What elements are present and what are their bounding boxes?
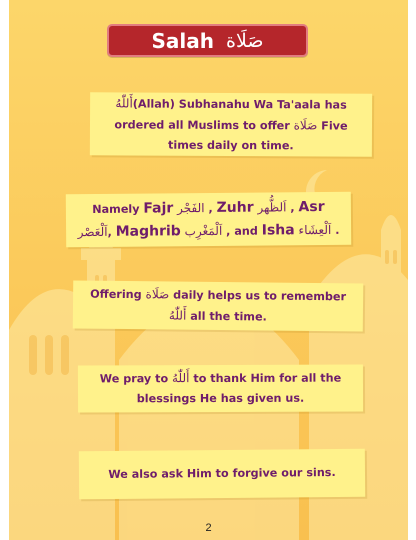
text-segment: , [204, 201, 217, 215]
arabic-term: صَلَاة [293, 117, 318, 132]
arabic-term: صَلَاة [145, 287, 170, 302]
title-english: Salah [151, 28, 215, 53]
paragraph-remember-allah [73, 283, 363, 328]
text-card-2 [66, 192, 351, 247]
prayer-name: Asr [298, 198, 325, 215]
title-arabic: صَلَاة [226, 29, 264, 52]
arabic-term: اَلظُّهر [253, 199, 287, 215]
text-segment: all the time. [186, 309, 267, 324]
text-segment: , [107, 225, 116, 239]
text-segment: Offering [90, 287, 146, 302]
text-card-1 [90, 92, 372, 156]
arabic-term: الفَجْر [173, 200, 205, 215]
prayer-name: Fajr [143, 199, 174, 217]
text-segment: Five times daily on time. [168, 118, 348, 152]
prayer-name: Isha [261, 221, 295, 239]
page-number: 2 [205, 522, 212, 534]
text-segment: We pray to [99, 372, 173, 386]
text-segment: (Allah) Subhanahu Wa Ta'aala has ordered all Muslims to offer [114, 96, 347, 132]
paragraph-thank-him [78, 368, 363, 410]
arabic-term: أَللّٰهُ [172, 371, 190, 386]
arabic-term: اَلْعَصْر [77, 224, 108, 239]
prayer-name: Zuhr [216, 199, 254, 216]
text-card-4 [78, 365, 363, 413]
text-segment: , [286, 200, 299, 214]
prayer-name: Maghrib [115, 222, 181, 240]
text-card-5 [79, 449, 365, 499]
paragraph-prayer-names [66, 195, 351, 243]
text-segment: Namely [92, 202, 144, 216]
text-segment: daily helps us to remember [169, 288, 347, 304]
text-segment: , and [222, 224, 262, 238]
title-banner [107, 24, 308, 57]
arabic-term: اَلْمَغْرِب [180, 223, 223, 238]
arabic-term: أَللّٰهُ [168, 308, 187, 323]
text-segment: We also ask Him to forgive our sins. [108, 466, 336, 481]
arabic-term: اَلْعِشَاء [294, 222, 332, 237]
paragraph-forgive-sins [100, 463, 344, 485]
arabic-term: أَللّٰهُ [115, 95, 133, 110]
text-card-3 [73, 280, 363, 331]
text-segment: . [331, 223, 340, 237]
paragraph-allah-ordered [90, 93, 372, 156]
text-segment: to thank Him for all the blessings He has given us. [136, 371, 342, 406]
book-page [9, 0, 408, 540]
